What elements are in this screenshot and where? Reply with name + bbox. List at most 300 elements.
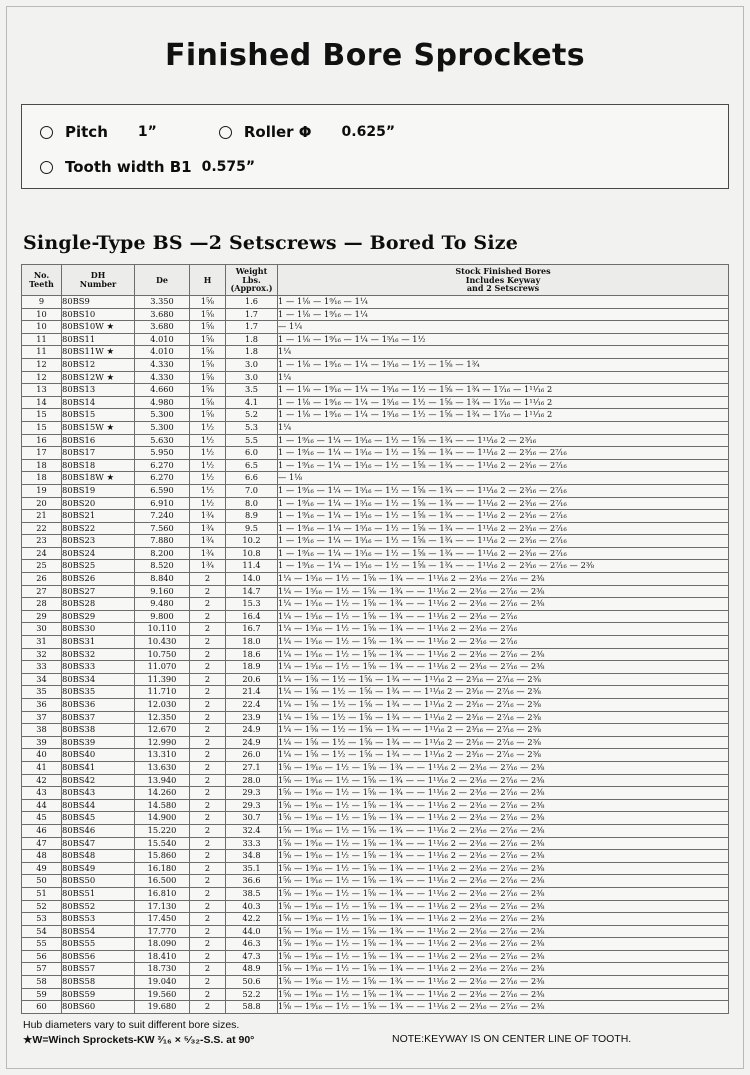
- table-row: [22, 963, 729, 976]
- cell-dh-number: 80BS18: [62, 459, 135, 472]
- cell-teeth: 29: [22, 610, 62, 623]
- cell-de: 10.750: [135, 648, 190, 661]
- note-keyway: NOTE:KEYWAY IS ON CENTER LINE OF TOOTH.: [392, 1033, 632, 1045]
- cell-de: 19.040: [135, 976, 190, 989]
- header-dh-line2: Number: [79, 279, 117, 289]
- header-weight-line2: Lbs.: [242, 274, 261, 285]
- cell-teeth: 54: [22, 925, 62, 938]
- cell-h: 1¾: [190, 547, 226, 560]
- table-row: [22, 585, 729, 598]
- cell-weight: 23.9: [226, 711, 278, 724]
- cell-h: 1⅝: [190, 409, 226, 422]
- cell-teeth: 18: [22, 459, 62, 472]
- cell-dh-number: 80BS30: [62, 623, 135, 636]
- cell-dh-number: 80BS59: [62, 988, 135, 1001]
- cell-teeth: 46: [22, 824, 62, 837]
- cell-h: 1¾: [190, 560, 226, 573]
- cell-stock-bores: 1¼ — 1⁵⁄₁₆ — 1½ — 1⅝ — 1¾ — — 1¹¹⁄₁₆ 2 — 2³⁄₁₆ — 2⁷⁄₁₆ — 2³⁄₈: [278, 661, 729, 674]
- cell-stock-bores: 1¼ — 1⅝ — 1½ — 1⅝ — 1¾ — — 1¹¹⁄₁₆ 2 — 2³⁄₁₆ — 2⁷⁄₁₆ — 2³⁄₈: [278, 749, 729, 762]
- cell-h: 2: [190, 673, 226, 686]
- cell-de: 4.980: [135, 396, 190, 409]
- table-row: [22, 623, 729, 636]
- cell-weight: 16.7: [226, 623, 278, 636]
- cell-dh-number: 80BS24: [62, 547, 135, 560]
- cell-stock-bores: 1⅝ — 1⁹⁄₁₆ — 1½ — 1⅝ — 1¾ — — 1¹¹⁄₁₆ 2 — 2³⁄₁₆ — 2⁷⁄₁₆ — 2³⁄₈: [278, 950, 729, 963]
- cell-dh-number: 80BS22: [62, 522, 135, 535]
- cell-weight: 3.5: [226, 384, 278, 397]
- cell-teeth: 58: [22, 976, 62, 989]
- cell-weight: 33.3: [226, 837, 278, 850]
- cell-dh-number: 80BS12W ★: [62, 371, 135, 384]
- cell-weight: 18.0: [226, 636, 278, 649]
- cell-de: 18.410: [135, 950, 190, 963]
- cell-de: 13.630: [135, 761, 190, 774]
- table-row: [22, 409, 729, 422]
- roller-label: Roller Φ: [243, 123, 312, 141]
- cell-de: 17.770: [135, 925, 190, 938]
- cell-weight: 8.9: [226, 510, 278, 523]
- cell-weight: 1.8: [226, 346, 278, 359]
- cell-h: 1½: [190, 472, 226, 485]
- cell-dh-number: 80BS15W ★: [62, 421, 135, 434]
- cell-h: 2: [190, 887, 226, 900]
- cell-teeth: 59: [22, 988, 62, 1001]
- cell-stock-bores: 1⅝ — 1⁹⁄₁₆ — 1½ — 1⅝ — 1¾ — — 1¹¹⁄₁₆ 2 — 2³⁄₁₆ — 2⁷⁄₁₆ — 2³⁄₈: [278, 774, 729, 787]
- cell-weight: 36.6: [226, 875, 278, 888]
- table-row: [22, 535, 729, 548]
- cell-dh-number: 80BS25: [62, 560, 135, 573]
- cell-de: 12.990: [135, 736, 190, 749]
- cell-stock-bores: 1¼ — 1⅝ — 1½ — 1⅝ — 1¾ — — 1¹¹⁄₁₆ 2 — 2³⁄₁₆ — 2⁷⁄₁₆ — 2³⁄₈: [278, 673, 729, 686]
- cell-teeth: 14: [22, 396, 62, 409]
- cell-teeth: 22: [22, 522, 62, 535]
- cell-h: 1½: [190, 497, 226, 510]
- table-row: [22, 988, 729, 1001]
- cell-stock-bores: 1 — 1⅛ — 1⁹⁄₁₆ — 1¼: [278, 308, 729, 321]
- cell-teeth: 19: [22, 484, 62, 497]
- cell-de: 6.270: [135, 472, 190, 485]
- header-bores-line1: Stock Finished Bores: [455, 265, 551, 276]
- cell-weight: 30.7: [226, 812, 278, 825]
- cell-stock-bores: 1 — 1⁹⁄₁₆ — 1¼ — 1⁵⁄₁₆ — 1½ — 1⅝ — 1¾ — — 1¹¹⁄₁₆ 2 — 2³⁄₁₆ — 2⁷⁄₁₆: [278, 497, 729, 510]
- cell-stock-bores: 1 — 1⁹⁄₁₆ — 1¼ — 1⁵⁄₁₆ — 1½ — 1⅝ — 1¾ — — 1¹¹⁄₁₆ 2 — 2³⁄₁₆ — 2⁷⁄₁₆: [278, 535, 729, 548]
- cell-h: 1⅝: [190, 346, 226, 359]
- cell-teeth: 48: [22, 850, 62, 863]
- cell-stock-bores: 1 — 1⅛ — 1⁹⁄₁₆ — 1¼ — 1⁵⁄₁₆ — 1½ — 1⅝ — 1¾: [278, 358, 729, 371]
- cell-weight: 50.6: [226, 976, 278, 989]
- cell-de: 4.330: [135, 371, 190, 384]
- cell-h: 1½: [190, 459, 226, 472]
- cell-h: 2: [190, 636, 226, 649]
- cell-de: 4.330: [135, 358, 190, 371]
- cell-de: 10.430: [135, 636, 190, 649]
- cell-teeth: 50: [22, 875, 62, 888]
- cell-weight: 1.7: [226, 321, 278, 334]
- cell-dh-number: 80BS11W ★: [62, 346, 135, 359]
- table-row: [22, 598, 729, 611]
- table-row: [22, 887, 729, 900]
- cell-teeth: 34: [22, 673, 62, 686]
- cell-stock-bores: 1 — 1⅛ — 1⁹⁄₁₆ — 1¼ — 1⁵⁄₁₆ — 1½ — 1⅝ — 1¾ — 1⁷⁄₁₆ — 1¹¹⁄₁₆ 2: [278, 396, 729, 409]
- cell-stock-bores: 1 — 1⁹⁄₁₆ — 1¼ — 1⁵⁄₁₆ — 1½ — 1⅝ — 1¾ — — 1¹¹⁄₁₆ 2 — 2³⁄₁₆: [278, 434, 729, 447]
- table-header: [22, 265, 729, 296]
- cell-teeth: 45: [22, 812, 62, 825]
- cell-de: 17.450: [135, 913, 190, 926]
- cell-dh-number: 80BS16: [62, 434, 135, 447]
- cell-de: 3.680: [135, 308, 190, 321]
- cell-de: 4.660: [135, 384, 190, 397]
- cell-de: 3.350: [135, 296, 190, 309]
- table-row: [22, 522, 729, 535]
- cell-dh-number: 80BS28: [62, 598, 135, 611]
- cell-weight: 10.8: [226, 547, 278, 560]
- cell-de: 7.560: [135, 522, 190, 535]
- table-row: [22, 1001, 729, 1014]
- cell-teeth: 53: [22, 913, 62, 926]
- cell-dh-number: 80BS21: [62, 510, 135, 523]
- cell-weight: 47.3: [226, 950, 278, 963]
- cell-stock-bores: 1¼ — 1⅝ — 1½ — 1⅝ — 1¾ — — 1¹¹⁄₁₆ 2 — 2³⁄₁₆ — 2⁷⁄₁₆ — 2³⁄₈: [278, 711, 729, 724]
- cell-stock-bores: 1 — 1⁹⁄₁₆ — 1¼ — 1⁵⁄₁₆ — 1½ — 1⅝ — 1¾ — — 1¹¹⁄₁₆ 2 — 2³⁄₁₆ — 2⁷⁄₁₆: [278, 510, 729, 523]
- cell-weight: 32.4: [226, 824, 278, 837]
- cell-stock-bores: 1⅝ — 1⁹⁄₁₆ — 1½ — 1⅝ — 1¾ — — 1¹¹⁄₁₆ 2 — 2³⁄₁₆ — 2⁷⁄₁₆ — 2³⁄₈: [278, 812, 729, 825]
- cell-de: 8.200: [135, 547, 190, 560]
- cell-h: 1⅝: [190, 321, 226, 334]
- cell-h: 2: [190, 950, 226, 963]
- footnotes: [23, 1018, 254, 1048]
- cell-weight: 1.8: [226, 333, 278, 346]
- cell-teeth: 11: [22, 346, 62, 359]
- cell-de: 16.180: [135, 862, 190, 875]
- cell-h: 1⅝: [190, 396, 226, 409]
- cell-de: 12.670: [135, 724, 190, 737]
- cell-dh-number: 80BS56: [62, 950, 135, 963]
- cell-weight: 29.3: [226, 787, 278, 800]
- cell-weight: 34.8: [226, 850, 278, 863]
- cell-weight: 3.0: [226, 371, 278, 384]
- cell-teeth: 40: [22, 749, 62, 762]
- cell-weight: 5.5: [226, 434, 278, 447]
- table-row: [22, 686, 729, 699]
- cell-weight: 9.5: [226, 522, 278, 535]
- cell-teeth: 28: [22, 598, 62, 611]
- table-row: [22, 661, 729, 674]
- table-row: [22, 472, 729, 485]
- table-row: [22, 724, 729, 737]
- cell-h: 2: [190, 661, 226, 674]
- cell-teeth: 31: [22, 636, 62, 649]
- pitch-value: 1”: [137, 124, 157, 140]
- cell-de: 14.900: [135, 812, 190, 825]
- cell-stock-bores: 1⅝ — 1⁹⁄₁₆ — 1½ — 1⅝ — 1¾ — — 1¹¹⁄₁₆ 2 — 2³⁄₁₆ — 2⁷⁄₁₆ — 2³⁄₈: [278, 787, 729, 800]
- cell-weight: 38.5: [226, 887, 278, 900]
- cell-dh-number: 80BS48: [62, 850, 135, 863]
- cell-dh-number: 80BS17: [62, 447, 135, 460]
- cell-stock-bores: 1¼: [278, 346, 729, 359]
- cell-h: 2: [190, 824, 226, 837]
- table-row: [22, 900, 729, 913]
- cell-dh-number: 80BS23: [62, 535, 135, 548]
- table-row: [22, 648, 729, 661]
- cell-dh-number: 80BS20: [62, 497, 135, 510]
- header-bores-line3: and 2 Setscrews: [466, 283, 540, 294]
- cell-h: 2: [190, 787, 226, 800]
- cell-weight: 40.3: [226, 900, 278, 913]
- cell-dh-number: 80BS39: [62, 736, 135, 749]
- cell-dh-number: 80BS14: [62, 396, 135, 409]
- cell-h: 2: [190, 988, 226, 1001]
- table-row: [22, 736, 729, 749]
- cell-de: 8.840: [135, 573, 190, 586]
- cell-h: 1⅝: [190, 384, 226, 397]
- cell-teeth: 55: [22, 938, 62, 951]
- section-title: Single-Type BS —2 Setscrews — Bored To Size: [23, 232, 519, 254]
- cell-dh-number: 80BS31: [62, 636, 135, 649]
- table-row: [22, 484, 729, 497]
- table-row: [22, 812, 729, 825]
- cell-dh-number: 80BS26: [62, 573, 135, 586]
- cell-weight: 6.5: [226, 459, 278, 472]
- cell-teeth: 10: [22, 308, 62, 321]
- cell-teeth: 49: [22, 862, 62, 875]
- cell-dh-number: 80BS44: [62, 799, 135, 812]
- table-row: [22, 774, 729, 787]
- cell-dh-number: 80BS45: [62, 812, 135, 825]
- cell-weight: 16.4: [226, 610, 278, 623]
- cell-weight: 44.0: [226, 925, 278, 938]
- cell-teeth: 30: [22, 623, 62, 636]
- table-row: [22, 308, 729, 321]
- table-row: [22, 699, 729, 712]
- cell-de: 9.800: [135, 610, 190, 623]
- cell-stock-bores: 1¼ — 1⅝ — 1½ — 1⅝ — 1¾ — — 1¹¹⁄₁₆ 2 — 2³⁄₁₆ — 2⁷⁄₁₆ — 2³⁄₈: [278, 686, 729, 699]
- cell-stock-bores: 1 — 1⁹⁄₁₆ — 1¼ — 1⁵⁄₁₆ — 1½ — 1⅝ — 1¾ — — 1¹¹⁄₁₆ 2 — 2³⁄₁₆ — 2⁷⁄₁₆: [278, 547, 729, 560]
- cell-h: 2: [190, 799, 226, 812]
- sprocket-table: [21, 264, 729, 1014]
- cell-de: 5.300: [135, 421, 190, 434]
- table-row: [22, 421, 729, 434]
- cell-h: 2: [190, 862, 226, 875]
- cell-dh-number: 80BS40: [62, 749, 135, 762]
- cell-h: 1½: [190, 421, 226, 434]
- cell-teeth: 39: [22, 736, 62, 749]
- cell-de: 9.160: [135, 585, 190, 598]
- cell-weight: 35.1: [226, 862, 278, 875]
- cell-h: 1⅝: [190, 308, 226, 321]
- cell-dh-number: 80BS19: [62, 484, 135, 497]
- cell-weight: 3.0: [226, 358, 278, 371]
- cell-dh-number: 80BS15: [62, 409, 135, 422]
- cell-h: 2: [190, 1001, 226, 1014]
- cell-stock-bores: 1¼: [278, 421, 729, 434]
- cell-h: 2: [190, 812, 226, 825]
- cell-dh-number: 80BS36: [62, 699, 135, 712]
- cell-dh-number: 80BS10: [62, 308, 135, 321]
- footnote-winch-sprockets: ★W=Winch Sprockets-KW ³⁄₁₆ × ⁵⁄₃₂-S.S. at 90°: [23, 1034, 255, 1047]
- cell-teeth: 15: [22, 409, 62, 422]
- cell-h: 2: [190, 573, 226, 586]
- cell-de: 11.070: [135, 661, 190, 674]
- header-dh-line1: DH: [90, 270, 106, 281]
- cell-teeth: 56: [22, 950, 62, 963]
- cell-de: 10.110: [135, 623, 190, 636]
- cell-dh-number: 80BS37: [62, 711, 135, 724]
- cell-weight: 24.9: [226, 724, 278, 737]
- cell-de: 14.260: [135, 787, 190, 800]
- cell-teeth: 60: [22, 1001, 62, 1014]
- cell-de: 17.130: [135, 900, 190, 913]
- cell-weight: 52.2: [226, 988, 278, 1001]
- cell-de: 4.010: [135, 346, 190, 359]
- cell-dh-number: 80BS33: [62, 661, 135, 674]
- cell-de: 5.300: [135, 409, 190, 422]
- table-row: [22, 636, 729, 649]
- cell-de: 15.540: [135, 837, 190, 850]
- table-row: [22, 497, 729, 510]
- cell-teeth: 25: [22, 560, 62, 573]
- cell-h: 2: [190, 837, 226, 850]
- cell-dh-number: 80BS60: [62, 1001, 135, 1014]
- cell-dh-number: 80BS58: [62, 976, 135, 989]
- cell-stock-bores: 1⅝ — 1⁹⁄₁₆ — 1½ — 1⅝ — 1¾ — — 1¹¹⁄₁₆ 2 — 2³⁄₁₆ — 2⁷⁄₁₆ — 2³⁄₈: [278, 913, 729, 926]
- cell-de: 11.710: [135, 686, 190, 699]
- table-row: [22, 976, 729, 989]
- cell-stock-bores: 1¼ — 1⁵⁄₁₆ — 1½ — 1⅝ — 1¾ — — 1¹¹⁄₁₆ 2 — 2³⁄₁₆ — 2⁷⁄₁₆ — 2³⁄₈: [278, 573, 729, 586]
- table-row: [22, 711, 729, 724]
- cell-dh-number: 80BS38: [62, 724, 135, 737]
- table-row: [22, 799, 729, 812]
- cell-h: 2: [190, 963, 226, 976]
- cell-dh-number: 80BS32: [62, 648, 135, 661]
- cell-de: 12.030: [135, 699, 190, 712]
- table-row: [22, 824, 729, 837]
- cell-teeth: 47: [22, 837, 62, 850]
- cell-de: 19.560: [135, 988, 190, 1001]
- cell-weight: 18.9: [226, 661, 278, 674]
- cell-h: 2: [190, 648, 226, 661]
- cell-teeth: 43: [22, 787, 62, 800]
- cell-teeth: 35: [22, 686, 62, 699]
- cell-stock-bores: 1¼ — 1⁵⁄₁₆ — 1½ — 1⅝ — 1¾ — — 1¹¹⁄₁₆ 2 — 2³⁄₁₆ — 2⁷⁄₁₆: [278, 636, 729, 649]
- cell-weight: 1.6: [226, 296, 278, 309]
- cell-stock-bores: 1¼ — 1⁵⁄₁₆ — 1½ — 1⅝ — 1¾ — — 1¹¹⁄₁₆ 2 — 2³⁄₁₆ — 2⁷⁄₁₆ — 2³⁄₈: [278, 598, 729, 611]
- cell-dh-number: 80BS12: [62, 358, 135, 371]
- cell-stock-bores: 1 — 1⁹⁄₁₆ — 1¼ — 1⁵⁄₁₆ — 1½ — 1⅝ — 1¾ — — 1¹¹⁄₁₆ 2 — 2³⁄₁₆ — 2⁷⁄₁₆: [278, 484, 729, 497]
- cell-teeth: 15: [22, 421, 62, 434]
- cell-stock-bores: 1⅝ — 1⁹⁄₁₆ — 1½ — 1⅝ — 1¾ — — 1¹¹⁄₁₆ 2 — 2³⁄₁₆ — 2⁷⁄₁₆ — 2³⁄₈: [278, 963, 729, 976]
- table-row: [22, 761, 729, 774]
- cell-dh-number: 80BS46: [62, 824, 135, 837]
- cell-de: 16.500: [135, 875, 190, 888]
- cell-teeth: 37: [22, 711, 62, 724]
- cell-h: 2: [190, 749, 226, 762]
- cell-weight: 21.4: [226, 686, 278, 699]
- cell-de: 5.630: [135, 434, 190, 447]
- cell-stock-bores: 1⅝ — 1⁹⁄₁₆ — 1½ — 1⅝ — 1¾ — — 1¹¹⁄₁₆ 2 — 2³⁄₁₆ — 2⁷⁄₁₆ — 2³⁄₈: [278, 837, 729, 850]
- cell-de: 15.860: [135, 850, 190, 863]
- cell-teeth: 52: [22, 900, 62, 913]
- cell-stock-bores: 1¼ — 1⁵⁄₁₆ — 1½ — 1⅝ — 1¾ — — 1¹¹⁄₁₆ 2 — 2³⁄₁₆ — 2⁷⁄₁₆: [278, 623, 729, 636]
- cell-de: 6.910: [135, 497, 190, 510]
- cell-teeth: 10: [22, 321, 62, 334]
- cell-dh-number: 80BS41: [62, 761, 135, 774]
- table-row: [22, 875, 729, 888]
- cell-h: 1⅝: [190, 333, 226, 346]
- cell-weight: 15.3: [226, 598, 278, 611]
- cell-weight: 27.1: [226, 761, 278, 774]
- cell-stock-bores: 1¼ — 1⁵⁄₁₆ — 1½ — 1⅝ — 1¾ — — 1¹¹⁄₁₆ 2 — 2³⁄₁₆ — 2⁷⁄₁₆ — 2³⁄₈: [278, 585, 729, 598]
- cell-weight: 29.3: [226, 799, 278, 812]
- cell-teeth: 51: [22, 887, 62, 900]
- cell-stock-bores: 1¼ — 1⅝ — 1½ — 1⅝ — 1¾ — — 1¹¹⁄₁₆ 2 — 2³⁄₁₆ — 2⁷⁄₁₆ — 2³⁄₈: [278, 699, 729, 712]
- cell-teeth: 27: [22, 585, 62, 598]
- cell-de: 13.940: [135, 774, 190, 787]
- cell-stock-bores: 1 — 1⁹⁄₁₆ — 1¼ — 1⁵⁄₁₆ — 1½ — 1⅝ — 1¾ — — 1¹¹⁄₁₆ 2 — 2³⁄₁₆ — 2⁷⁄₁₆: [278, 522, 729, 535]
- cell-teeth: 12: [22, 358, 62, 371]
- table-row: [22, 913, 729, 926]
- cell-stock-bores: — 1⅛: [278, 472, 729, 485]
- cell-de: 12.350: [135, 711, 190, 724]
- cell-de: 5.950: [135, 447, 190, 460]
- cell-h: 2: [190, 686, 226, 699]
- cell-teeth: 17: [22, 447, 62, 460]
- cell-h: 2: [190, 774, 226, 787]
- spec-row-pitch-roller: [40, 123, 395, 141]
- cell-stock-bores: 1⅝ — 1⁹⁄₁₆ — 1½ — 1⅝ — 1¾ — — 1¹¹⁄₁₆ 2 — 2³⁄₁₆ — 2⁷⁄₁₆ — 2³⁄₈: [278, 824, 729, 837]
- table-row: [22, 434, 729, 447]
- header-de: De: [135, 265, 190, 296]
- cell-h: 2: [190, 724, 226, 737]
- cell-stock-bores: 1⅝ — 1⁹⁄₁₆ — 1½ — 1⅝ — 1¾ — — 1¹¹⁄₁₆ 2 — 2³⁄₁₆ — 2⁷⁄₁₆ — 2³⁄₈: [278, 862, 729, 875]
- cell-dh-number: 80BS42: [62, 774, 135, 787]
- table-row: [22, 396, 729, 409]
- cell-stock-bores: 1 — 1⁹⁄₁₆ — 1¼ — 1⁵⁄₁₆ — 1½ — 1⅝ — 1¾ — — 1¹¹⁄₁₆ 2 — 2³⁄₁₆ — 2⁷⁄₁₆: [278, 459, 729, 472]
- cell-teeth: 18: [22, 472, 62, 485]
- radio-roller-icon[interactable]: [219, 126, 232, 139]
- cell-teeth: 32: [22, 648, 62, 661]
- cell-teeth: 57: [22, 963, 62, 976]
- cell-h: 2: [190, 913, 226, 926]
- cell-de: 4.010: [135, 333, 190, 346]
- cell-stock-bores: 1⅝ — 1⁹⁄₁₆ — 1½ — 1⅝ — 1¾ — — 1¹¹⁄₁₆ 2 — 2³⁄₁₆ — 2⁷⁄₁₆ — 2³⁄₈: [278, 875, 729, 888]
- cell-teeth: 38: [22, 724, 62, 737]
- cell-stock-bores: 1¼ — 1⅝ — 1½ — 1⅝ — 1¾ — — 1¹¹⁄₁₆ 2 — 2³⁄₁₆ — 2⁷⁄₁₆ — 2³⁄₈: [278, 736, 729, 749]
- cell-dh-number: 80BS29: [62, 610, 135, 623]
- cell-teeth: 41: [22, 761, 62, 774]
- cell-h: 2: [190, 736, 226, 749]
- table-row: [22, 925, 729, 938]
- cell-dh-number: 80BS52: [62, 900, 135, 913]
- radio-tooth-width-icon[interactable]: [40, 161, 53, 174]
- table-row: [22, 673, 729, 686]
- cell-dh-number: 80BS53: [62, 913, 135, 926]
- cell-weight: 5.3: [226, 421, 278, 434]
- cell-h: 1⅝: [190, 371, 226, 384]
- header-weight-line3: (Approx.): [230, 283, 273, 294]
- cell-stock-bores: 1 — 1⅛ — 1⁹⁄₁₆ — 1¼ — 1⁵⁄₁₆ — 1½ — 1⅝ — 1¾ — 1⁷⁄₁₆ — 1¹¹⁄₁₆ 2: [278, 409, 729, 422]
- cell-stock-bores: 1¼ — 1⁵⁄₁₆ — 1½ — 1⅝ — 1¾ — — 1¹¹⁄₁₆ 2 — 2³⁄₁₆ — 2⁷⁄₁₆: [278, 610, 729, 623]
- cell-stock-bores: 1⅝ — 1⁹⁄₁₆ — 1½ — 1⅝ — 1¾ — — 1¹¹⁄₁₆ 2 — 2³⁄₁₆ — 2⁷⁄₁₆ — 2³⁄₈: [278, 900, 729, 913]
- cell-de: 18.090: [135, 938, 190, 951]
- cell-h: 2: [190, 623, 226, 636]
- radio-pitch-icon[interactable]: [40, 126, 53, 139]
- table-row: [22, 749, 729, 762]
- cell-weight: 46.3: [226, 938, 278, 951]
- cell-stock-bores: — 1¼: [278, 321, 729, 334]
- header-bores-line2: Includes Keyway: [465, 274, 541, 285]
- spec-row-tooth-width: [40, 158, 255, 176]
- cell-h: 2: [190, 850, 226, 863]
